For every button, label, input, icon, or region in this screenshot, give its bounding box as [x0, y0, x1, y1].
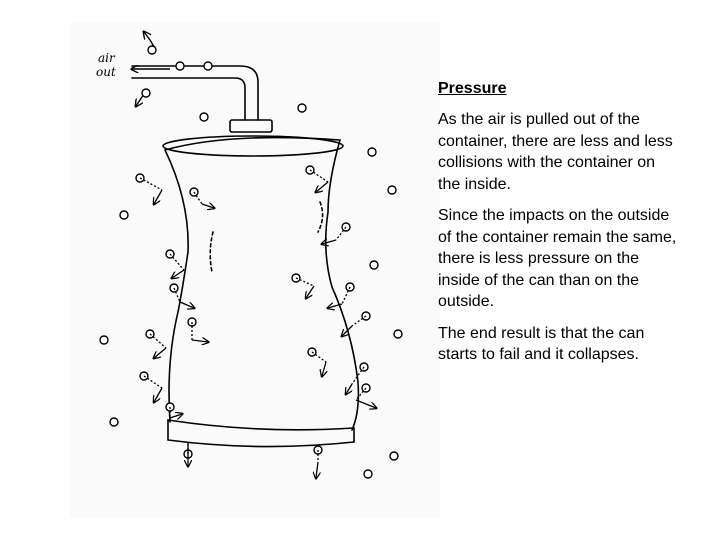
can-bottom-rim [168, 420, 354, 447]
can-body [165, 138, 358, 430]
can-top-rim [163, 136, 343, 156]
can-illustration [70, 22, 440, 517]
air-out-label-1: air [98, 51, 115, 65]
paragraph-1: As the air is pulled out of the container, there are less and less collisions with the container on the inside. [438, 111, 673, 193]
can-neck [230, 120, 272, 132]
explanation-panel [438, 78, 678, 376]
exhaust-pipe [132, 66, 258, 120]
collapsing-can-diagram [70, 22, 440, 517]
panel-title: Pressure [438, 80, 507, 97]
paragraph-2: Since the impacts on the outside of the container remain the same, there is less pressure on the inside of the can than on the outside. [438, 207, 677, 310]
air-out-label-2: out [96, 65, 116, 79]
paragraph-3: The end result is that the can starts to fail and it collapses. [438, 324, 645, 363]
